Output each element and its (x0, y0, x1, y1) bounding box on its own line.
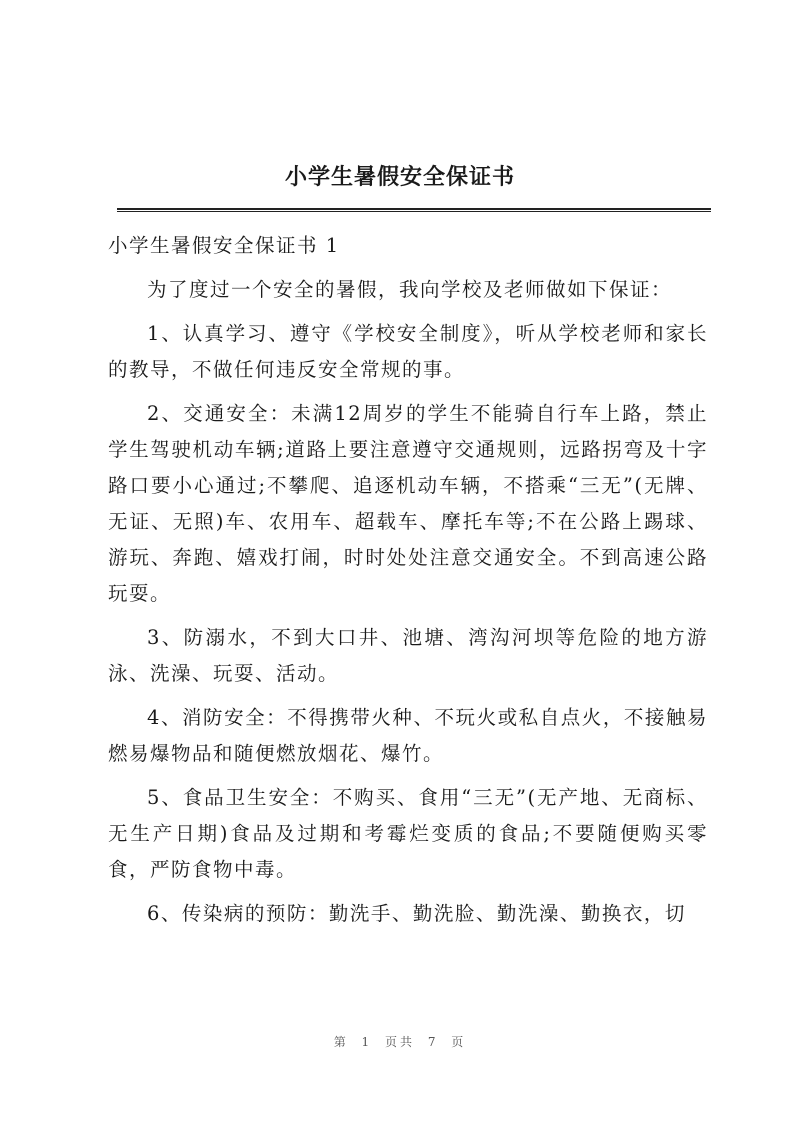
paragraph-intro: 为了度过一个安全的暑假，我向学校及老师做如下保证： (147, 278, 673, 301)
paragraph-item-4: 4、消防安全：不得携带火种、不玩火或私自点火，不接触易燃易爆物品和随便燃放烟花、爆竹。 (108, 706, 708, 765)
document-body (108, 228, 708, 940)
paragraph-item-3: 3、防溺水，不到大口井、池塘、湾沟河坝等危险的地方游泳、洗澡、玩耍、活动。 (108, 626, 708, 685)
paragraph-item-1: 1、认真学习、遵守《学校安全制度》，听从学校老师和家长的教导，不做任何违反安全常规的事。 (108, 322, 708, 381)
paragraph-item-6: 6、传染病的预防：勤洗手、勤洗脸、勤洗澡、勤换衣，切 (147, 902, 686, 925)
section-heading: 小学生暑假安全保证书 1 (108, 234, 340, 257)
paragraph-item-2: 2、交通安全：未满12周岁的学生不能骑自行车上路，禁止学生驾驶机动车辆;道路上要注意遵守交通规则，远路拐弯及十字路口要小心通过;不攀爬、追逐机动车辆，不搭乘“三无”(无牌、无证、无照)车、农用车、超载车、摩托车等;不在公路上踢球、游玩、奔跑、嬉戏打闹，时时处处注意交通安全。不到高速公路玩耍。 (108, 402, 708, 605)
page-number-footer: 第 1 页共 7 页 (333, 1035, 467, 1049)
paragraph-item-5: 5、食品卫生安全：不购买、食用“三无”(无产地、无商标、无生产日期)食品及过期和考霉烂变质的食品;不要随便购买零食，严防食物中毒。 (108, 786, 708, 881)
page-title: 小学生暑假安全保证书 (284, 165, 515, 190)
title-divider (117, 208, 711, 212)
